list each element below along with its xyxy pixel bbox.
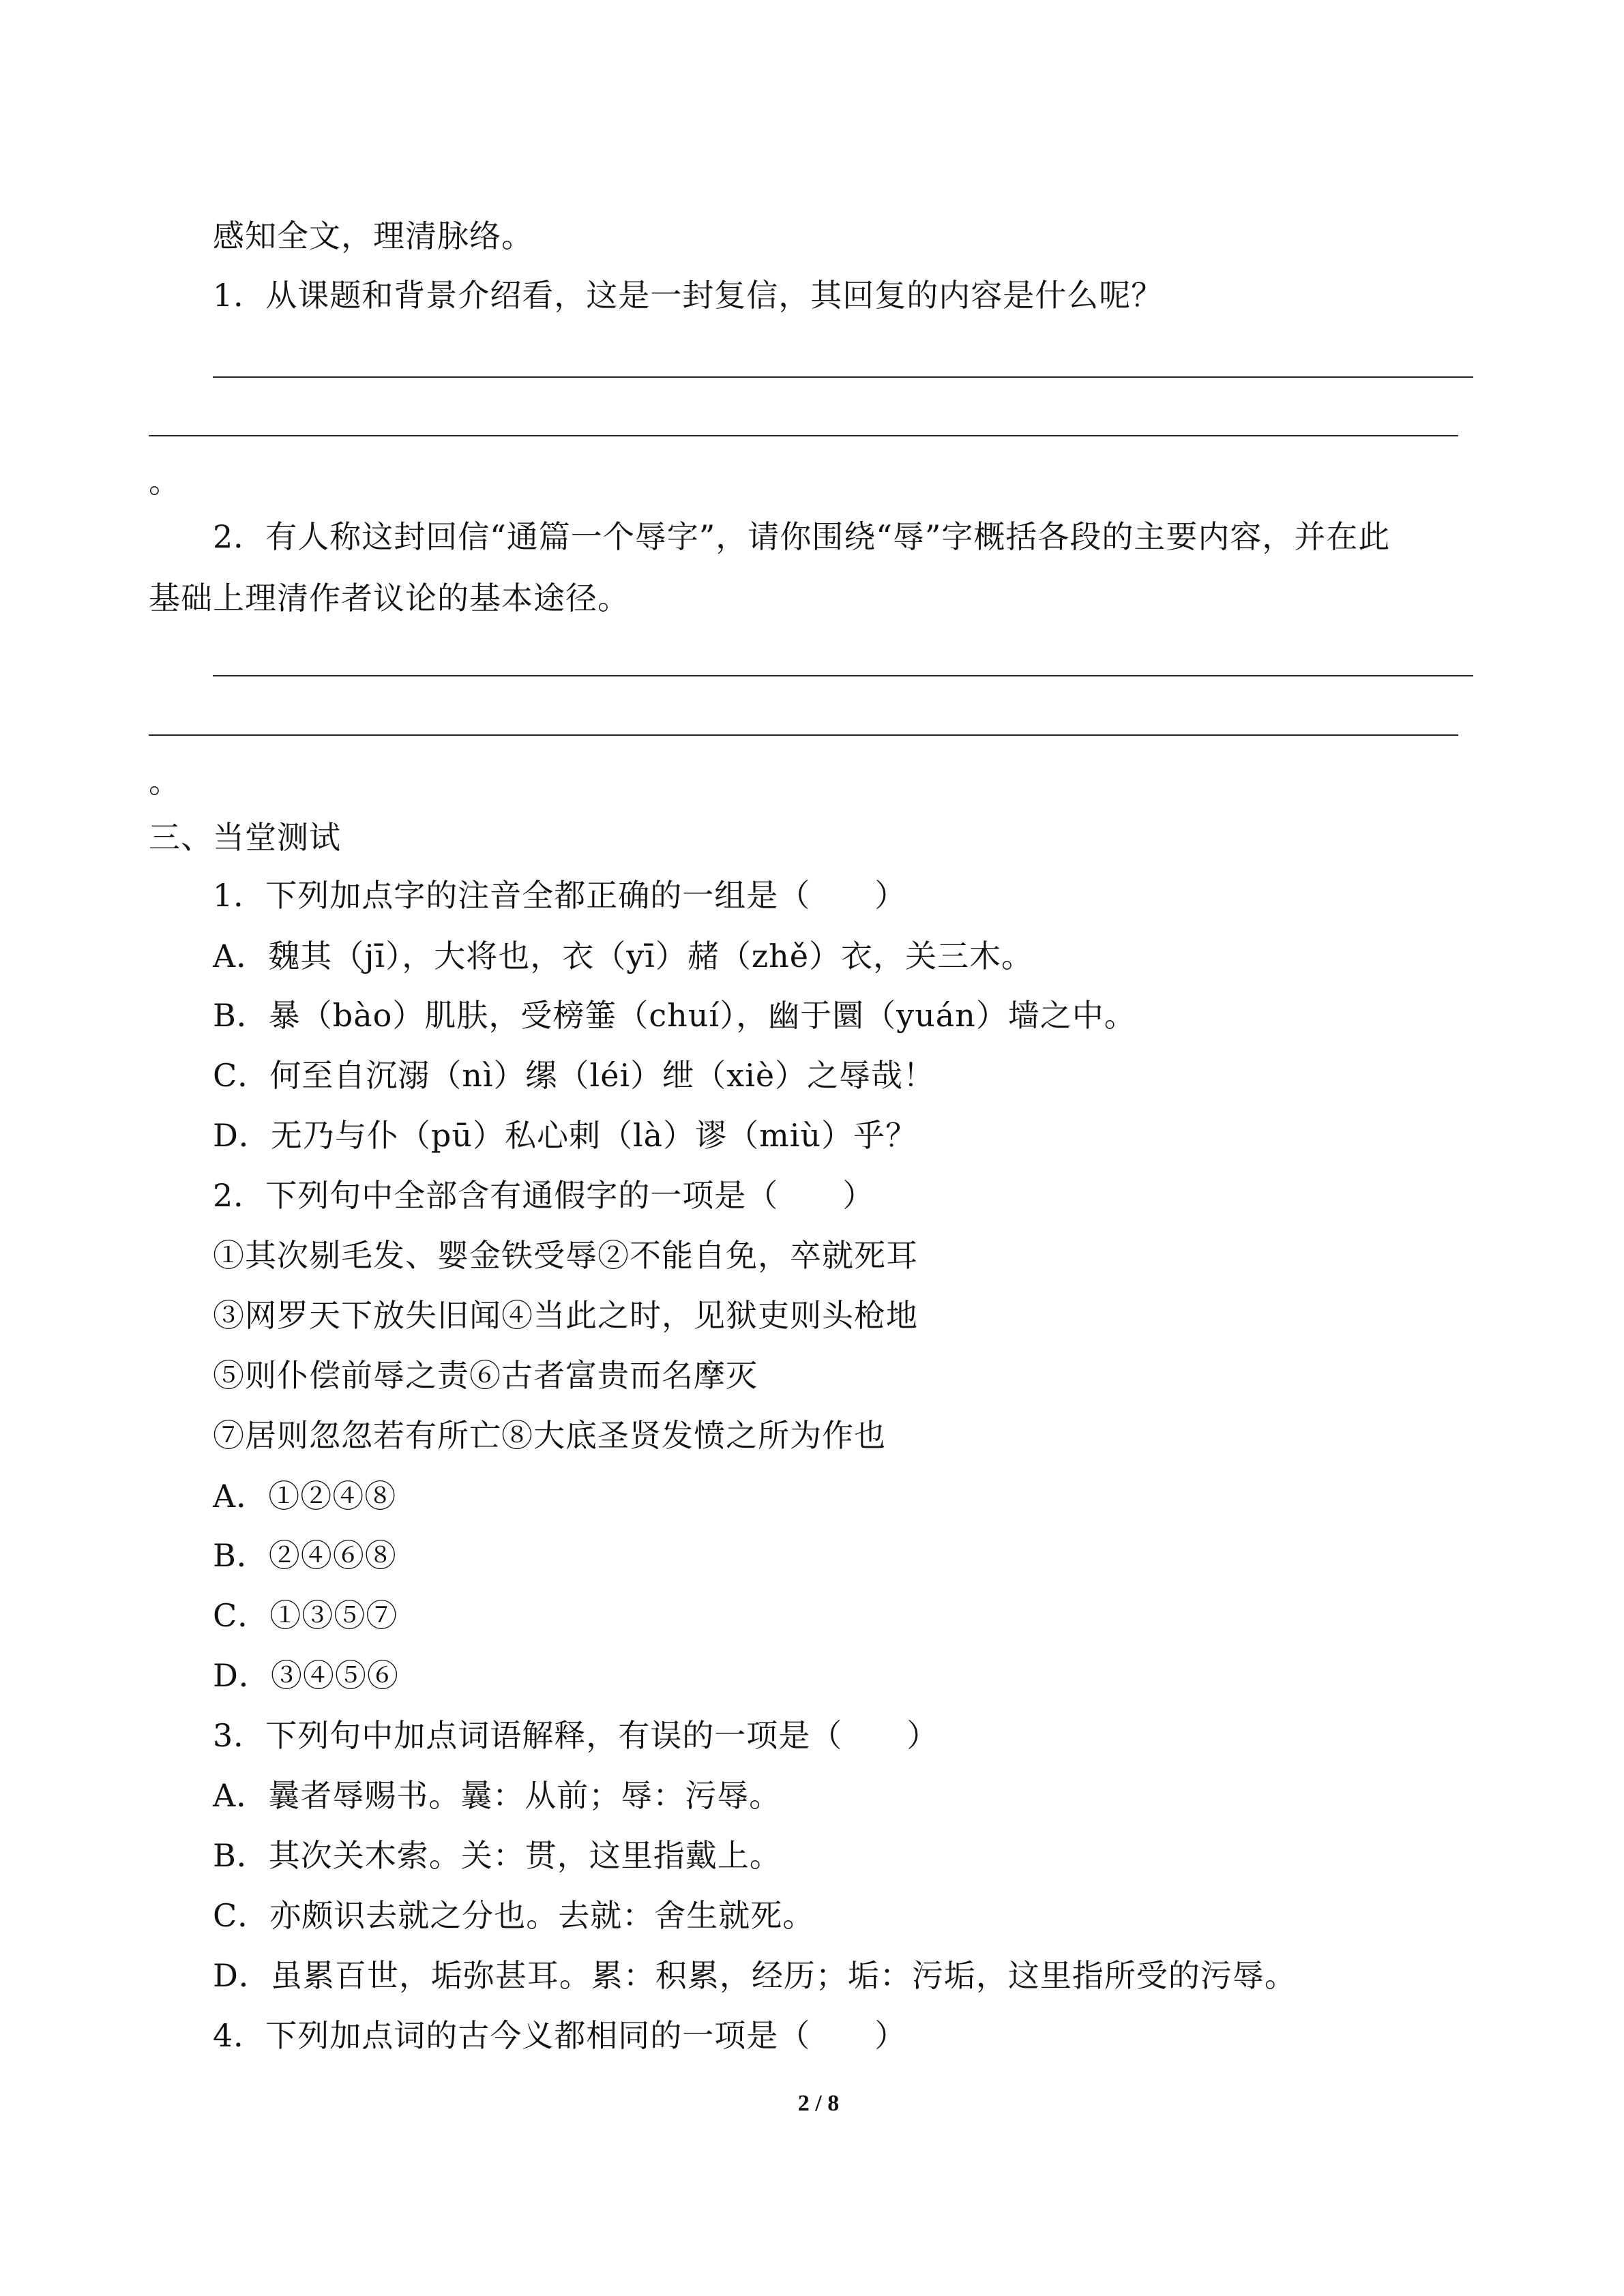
sentence-group-4: ⑦居则忽忽若有所亡⑧大底圣贤发愤之所为作也 [213, 1417, 886, 1454]
question-3-3: 3．下列句中加点词语解释，有误的一项是（ ） [213, 1717, 939, 1754]
question-2-2-line2: 基础上理清作者议论的基本途径。 [149, 580, 630, 616]
option-3-3-d: D．虽累百世，垢弥甚耳。累：积累，经历；垢：污垢，这里指所受的污辱。 [213, 1957, 1297, 1994]
question-3-2: 2．下列句中全部含有通假字的一项是（ ） [213, 1177, 875, 1214]
option-3-1-d: D．无乃与仆（pū）私心剌（là）谬（miù）乎？ [213, 1117, 918, 1154]
page-number: 2 / 8 [797, 2091, 840, 2116]
sentence-group-2: ③网罗天下放失旧闻④当此之时，见狱吏则头枪地 [213, 1297, 918, 1334]
sentence-group-3: ⑤则仆偿前辱之责⑥古者富贵而名摩灭 [213, 1357, 758, 1394]
question-3-1: 1．下列加点字的注音全都正确的一组是（ ） [213, 877, 907, 914]
option-3-3-b: B．其次关木索。关：贯，这里指戴上。 [213, 1837, 782, 1874]
section-heading: 三、当堂测试 [149, 819, 341, 856]
answer-end-mark-1: 。 [149, 463, 181, 500]
section-intro: 感知全文，理清脉络。 [213, 218, 533, 254]
answer-line-2a [213, 675, 1473, 676]
answer-line-1b [149, 435, 1458, 436]
answer-end-mark-2: 。 [149, 763, 181, 800]
option-3-2-c: C．①③⑤⑦ [213, 1597, 398, 1634]
option-3-1-c: C．何至自沉溺（nì）缧（léi）绁（xiè）之辱哉！ [213, 1057, 936, 1094]
option-3-1-b: B．暴（bào）肌肤，受榜箠（chuí），幽于圜（yuán）墙之中。 [213, 997, 1136, 1034]
question-2-2-line1: 2．有人称这封回信“通篇一个辱字”，请你围绕“辱”字概括各段的主要内容，并在此 [213, 518, 1391, 555]
option-3-2-b: B．②④⑥⑧ [213, 1537, 397, 1574]
question-2-1: 1．从课题和背景介绍看，这是一封复信，其回复的内容是什么呢？ [213, 277, 1164, 314]
question-3-4: 4．下列加点词的古今义都相同的一项是（ ） [213, 2017, 907, 2054]
option-3-3-c: C．亦颇识去就之分也。去就：舍生就死。 [213, 1897, 815, 1934]
option-3-2-a: A．①②④⑧ [213, 1478, 397, 1515]
sentence-group-1: ①其次剔毛发、婴金铁受辱②不能自免，卒就死耳 [213, 1237, 918, 1274]
option-3-3-a: A．曩者辱赐书。曩：从前；辱：污辱。 [213, 1777, 782, 1814]
option-3-1-a: A．魏其（jī），大将也，衣（yī）赭（zhě）衣，关三木。 [213, 938, 1033, 974]
answer-line-1a [213, 376, 1473, 378]
answer-line-2b [149, 734, 1458, 736]
option-3-2-d: D．③④⑤⑥ [213, 1657, 399, 1694]
